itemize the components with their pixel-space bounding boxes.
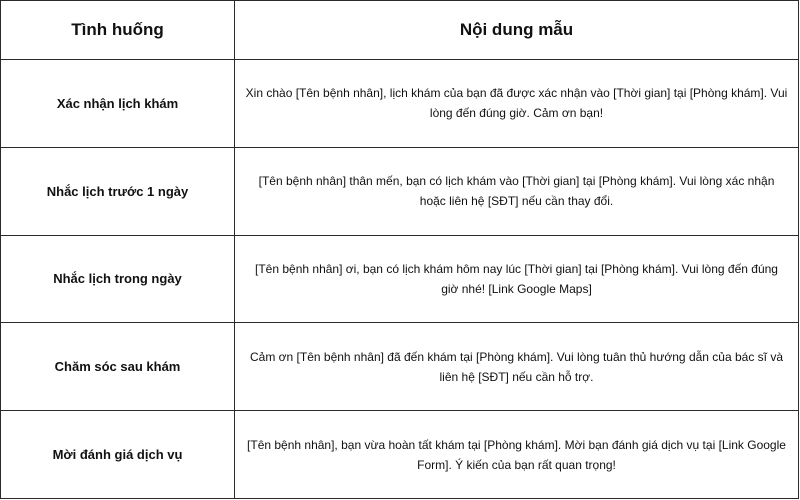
content-cell: [Tên bệnh nhân] thân mến, bạn có lịch khám vào [Thời gian] tại [Phòng khám]. Vui lòng xác nhận hoặc liên hệ [SĐT] nếu cần thay đổi. — [235, 147, 799, 235]
table-row — [1, 60, 799, 148]
scenario-cell: Nhắc lịch trong ngày — [1, 235, 235, 323]
content-cell: Cảm ơn [Tên bệnh nhân] đã đến khám tại [Phòng khám]. Vui lòng tuân thủ hướng dẫn của bác sĩ và liên hệ [SĐT] nếu cần hỗ trợ. — [235, 323, 799, 411]
table-row — [1, 235, 799, 323]
scenario-cell: Mời đánh giá dịch vụ — [1, 411, 235, 499]
scenario-cell: Chăm sóc sau khám — [1, 323, 235, 411]
header-content: Nội dung mẫu — [235, 1, 799, 60]
scenario-cell: Nhắc lịch trước 1 ngày — [1, 147, 235, 235]
table-row — [1, 323, 799, 411]
table-row — [1, 411, 799, 499]
content-cell: Xin chào [Tên bệnh nhân], lịch khám của bạn đã được xác nhận vào [Thời gian] tại [Phòng khám]. Vui lòng đến đúng giờ. Cảm ơn bạn! — [235, 60, 799, 148]
table-row — [1, 147, 799, 235]
content-cell: [Tên bệnh nhân] ơi, bạn có lịch khám hôm nay lúc [Thời gian] tại [Phòng khám]. Vui lòng đến đúng giờ nhé! [Link Google Maps] — [235, 235, 799, 323]
scenario-cell: Xác nhận lịch khám — [1, 60, 235, 148]
header-scenario: Tình huống — [1, 1, 235, 60]
content-cell: [Tên bệnh nhân], bạn vừa hoàn tất khám tại [Phòng khám]. Mời bạn đánh giá dịch vụ tại [Link Google Form]. Ý kiến của bạn rất quan trọng! — [235, 411, 799, 499]
header-row — [1, 1, 799, 60]
table-header — [1, 1, 799, 60]
table-body — [1, 60, 799, 499]
